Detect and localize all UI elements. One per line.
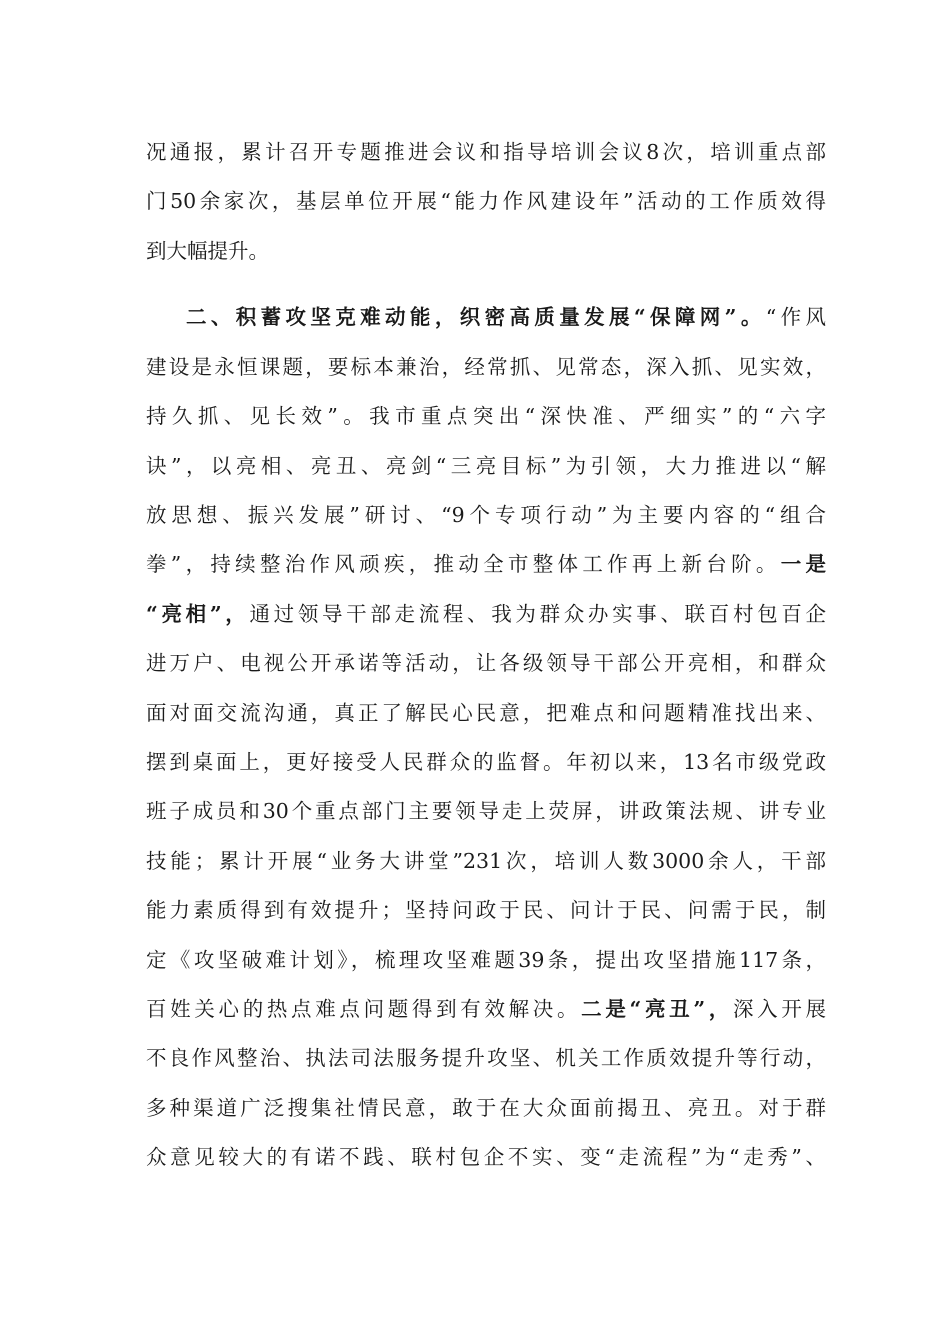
text-line: 不良作风整治、执法司法服务提升攻坚、机关工作质效提升等行动， (146, 1046, 826, 1070)
bold-marker: 一是 (780, 552, 826, 576)
text-line: 班子成员和30个重点部门主要领导走上荧屏，讲政策法规、讲专业 (146, 799, 826, 823)
text-line (146, 599, 826, 629)
text-line: 进万户、电视公开承诺等活动，让各级领导干部公开亮相，和群众 (146, 651, 826, 675)
text-span: 百姓关心的热点难点问题得到有效解决。 (146, 997, 582, 1021)
text-line: 面对面交流沟通，真正了解民心民意，把难点和问题精准找出来、 (146, 701, 826, 725)
text-line: 定《攻坚破难计划》，梳理攻坚难题39条，提出攻坚措施117条， (146, 948, 826, 972)
bold-marker: 二是“亮丑”， (581, 997, 733, 1021)
text-line: 放思想、振兴发展”研讨、“9个专项行动”为主要内容的“组合 (146, 503, 826, 527)
text-line: 门50余家次，基层单位开展“能力作风建设年”活动的工作质效得 (146, 189, 826, 213)
text-span: 通过领导干部走流程、我为群众办实事、联百村包百企 (249, 602, 826, 626)
text-span: 拳”，持续整治作风顽疾，推动全市整体工作再上新台阶。 (146, 552, 781, 576)
bold-marker: “亮相”， (146, 602, 250, 626)
text-line: 多种渠道广泛搜集社情民意，敢于在大众面前揭丑、亮丑。对于群 (146, 1096, 826, 1120)
text-line: 到大幅提升。 (146, 239, 269, 263)
text-line (146, 994, 826, 1024)
text-line: 众意见较大的有诺不践、联村包企不实、变“走流程”为“走秀”、 (146, 1145, 826, 1169)
text-span: “作风 (765, 305, 826, 329)
text-span: 深入开展 (732, 997, 826, 1021)
text-line: 况通报，累计召开专题推进会议和指导培训会议8次，培训重点部 (146, 140, 826, 164)
text-line: 建设是永恒课题，要标本兼治，经常抓、见常态，深入抓、见实效， (146, 355, 826, 379)
text-line: 能力素质得到有效提升；坚持问政于民、问计于民、问需于民，制 (146, 898, 826, 922)
text-line: 诀”，以亮相、亮丑、亮剑“三亮目标”为引领，大力推进以“解 (146, 454, 826, 478)
text-line: 摆到桌面上，更好接受人民群众的监督。年初以来，13名市级党政 (146, 750, 826, 774)
text-line (146, 549, 826, 579)
section-heading: 二、积蓄攻坚克难动能，织密高质量发展“保障网”。 (186, 305, 766, 329)
section-heading-line (186, 302, 826, 332)
text-line: 持久抓、见长效”。我市重点突出“深快准、严细实”的“六字 (146, 404, 826, 428)
text-line: 技能；累计开展“业务大讲堂”231次，培训人数3000余人，干部 (146, 849, 826, 873)
